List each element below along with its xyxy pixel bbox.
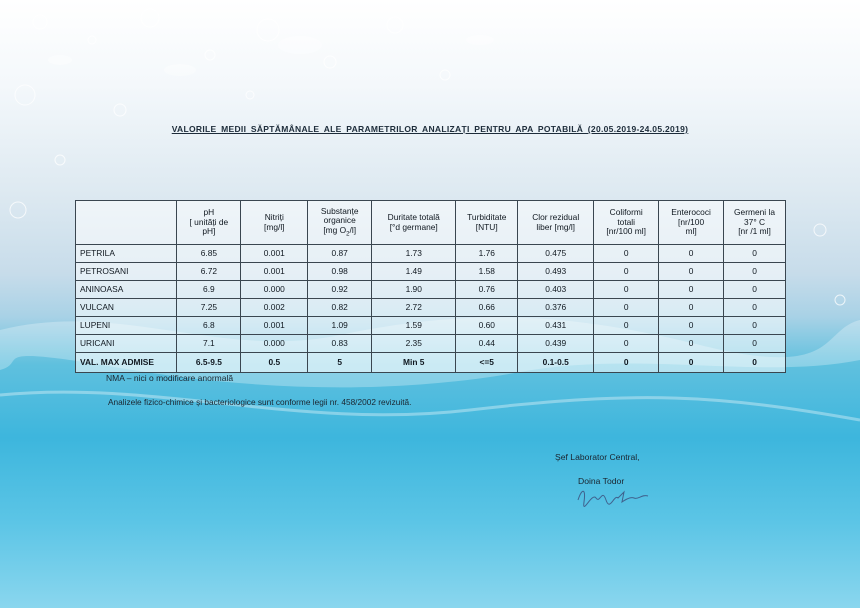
max-value-cell: <=5 [456,353,518,373]
header-line: ml] [685,226,697,237]
value-cell: 6.8 [177,317,241,335]
signer-role: Șef Laborator Central, [555,452,640,462]
value-cell: 6.9 [177,281,241,299]
max-value-cell: 0.1-0.5 [518,353,594,373]
value-cell: 0 [659,245,724,263]
value-cell: 1.09 [308,317,372,335]
max-value-cell: Min 5 [372,353,456,373]
column-header [177,201,241,245]
table-row [76,317,786,335]
value-cell: 0 [594,263,659,281]
value-cell: 1.59 [372,317,456,335]
value-cell: 0 [724,281,786,299]
value-cell: 0 [659,299,724,317]
location-cell: PETROSANI [76,263,177,281]
value-cell: 1.76 [456,245,518,263]
value-cell: 0 [724,245,786,263]
value-cell: 0.001 [241,263,308,281]
column-header [76,201,177,245]
value-cell: 1.58 [456,263,518,281]
value-cell: 0.82 [308,299,372,317]
conformity-note: Analizele fizico-chimice și bacteriologice sunt conforme legii nr. 458/2002 revizuită. [108,397,412,407]
value-cell: 6.85 [177,245,241,263]
table-row [76,263,786,281]
max-value-cell: 0 [724,353,786,373]
table-body [76,245,786,373]
water-parameters-table [75,200,786,373]
header-line: organice [323,215,356,226]
value-cell: 2.35 [372,335,456,353]
value-cell: 2.72 [372,299,456,317]
header-line: [ unități de [189,216,229,227]
value-cell: 0.83 [308,335,372,353]
value-cell: 0.87 [308,245,372,263]
value-cell: 0.66 [456,299,518,317]
value-cell: 0.002 [241,299,308,317]
value-cell: 1.73 [372,245,456,263]
signer-name: Doina Todor [578,476,625,486]
value-cell: 0 [724,299,786,317]
header-line: [mg/l] [264,221,285,232]
column-header [372,201,456,245]
max-value-cell: 0 [594,353,659,373]
value-cell: 0.001 [241,245,308,263]
value-cell: 0 [594,245,659,263]
value-cell: 0.001 [241,317,308,335]
location-cell: PETRILA [76,245,177,263]
value-cell: 0 [724,263,786,281]
value-cell: 0 [659,281,724,299]
header-line: Germeni la [734,207,775,218]
value-cell: 0.000 [241,335,308,353]
table-header [76,201,786,245]
max-value-cell: 0 [659,353,724,373]
max-value-cell: 0.5 [241,353,308,373]
header-line: 37° C [744,216,766,227]
header-line: Nitriți [264,211,284,222]
value-cell: 0.403 [518,281,594,299]
header-line: [mg $O_2/l$] [323,224,357,238]
column-header [241,201,308,245]
value-cell: 0.376 [518,299,594,317]
value-cell: 0 [724,317,786,335]
value-cell: 0 [594,317,659,335]
max-label-cell: VAL. MAX ADMISE [76,353,177,373]
value-cell: 1.49 [372,263,456,281]
table-row [76,335,786,353]
document-title: VALORILE MEDII SĂPTĂMÂNALE ALE PARAMETRILOR ANALIZAȚI PENTRU APA POTABILĂ (20.05.2019-24.05.2019) [171,124,689,134]
location-cell: VULCAN [76,299,177,317]
nma-note: NMA – nici o modificare anormală [106,373,234,383]
location-cell: ANINOASA [76,281,177,299]
column-header [594,201,659,245]
value-cell: 7.25 [177,299,241,317]
header-line: [nr/100 [678,216,705,227]
value-cell: 0 [594,281,659,299]
value-cell: 0 [659,335,724,353]
max-admitted-row [76,353,786,373]
value-cell: 0.44 [456,335,518,353]
header-line: Substanțe [320,205,359,216]
value-cell: 0.493 [518,263,594,281]
column-header [659,201,724,245]
header-line: [NTU] [475,221,498,232]
column-header [518,201,594,245]
location-cell: URICANI [76,335,177,353]
table-row [76,299,786,317]
value-cell: 0.000 [241,281,308,299]
value-cell: 0.98 [308,263,372,281]
column-header [724,201,786,245]
max-value-cell: 5 [308,353,372,373]
value-cell: 0 [594,335,659,353]
value-cell: 0.60 [456,317,518,335]
header-line: [nr/100 ml] [606,226,646,237]
header-line: Clor rezidual [532,211,580,222]
value-cell: 1.90 [372,281,456,299]
location-cell: LUPENI [76,317,177,335]
table-row [76,245,786,263]
header-line: totali [617,216,636,227]
value-cell: 0 [659,317,724,335]
max-value-cell: 6.5-9.5 [177,353,241,373]
header-line: Duritate totală [387,211,440,222]
column-header [308,201,372,245]
header-line: pH [203,207,215,218]
value-cell: 0.439 [518,335,594,353]
value-cell: 0 [659,263,724,281]
table-row [76,281,786,299]
value-cell: 0.92 [308,281,372,299]
header-line: Turbiditate [467,211,507,222]
value-cell: 0 [724,335,786,353]
value-cell: 0.431 [518,317,594,335]
header-line: [°d germane] [389,221,438,232]
value-cell: 0.475 [518,245,594,263]
header-line: pH] [202,226,216,237]
header-line: Enterococi [671,207,711,218]
value-cell: 6.72 [177,263,241,281]
value-cell: 7.1 [177,335,241,353]
value-cell: 0 [594,299,659,317]
header-line: Coliformi [609,207,643,218]
header-line: [nr /1 ml] [738,226,771,237]
handwritten-signature [572,482,652,510]
value-cell: 0.76 [456,281,518,299]
column-header [456,201,518,245]
header-line: liber [mg/l] [536,221,576,232]
